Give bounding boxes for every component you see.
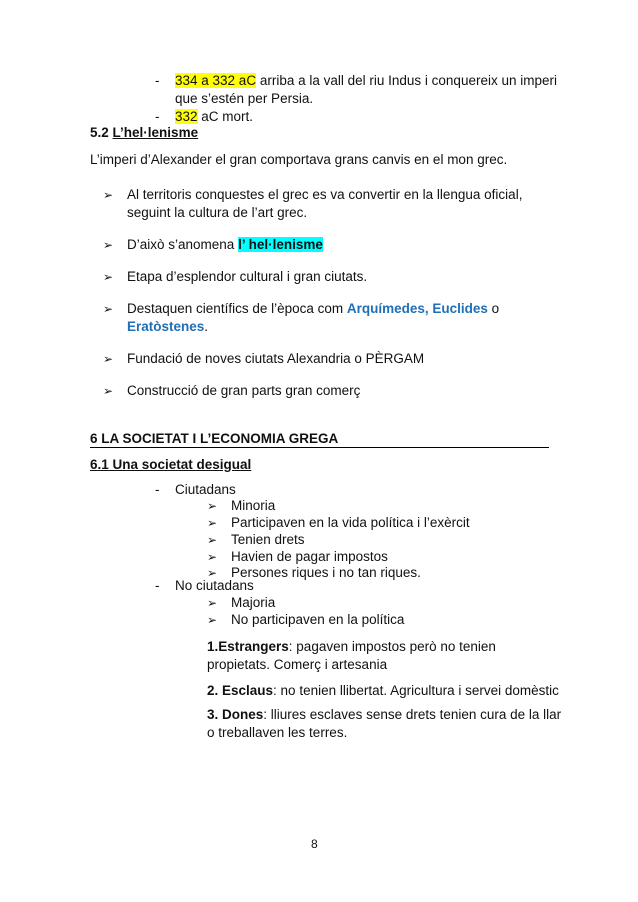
list-item — [207, 611, 404, 629]
highlighted-date: 334 a 332 aC — [175, 73, 257, 88]
section-heading — [90, 124, 198, 142]
arrow-bullet-icon: ➢ — [207, 596, 218, 610]
list-text: Destaquen científics de l’època com — [127, 301, 347, 316]
list-text: D’això s’anomena — [127, 237, 239, 252]
arrow-bullet-icon: ➢ — [103, 270, 114, 284]
list-item-continuation: seguint la cultura de l’art grec. — [127, 205, 308, 220]
list-text: Majoria — [231, 595, 276, 610]
list-item — [155, 72, 557, 90]
dash-bullet: - — [155, 578, 160, 593]
list-text: o — [487, 301, 500, 316]
group-text: : no tenien llibertat. Agricultura i servei domèstic — [273, 683, 559, 698]
heading-rule — [90, 447, 549, 448]
list-text: Minoria — [231, 498, 276, 513]
list-text: arriba a la vall del riu Indus i conquereix un imperi — [256, 73, 557, 88]
arrow-bullet-icon: ➢ — [103, 384, 114, 398]
list-text: . — [204, 319, 209, 334]
group-text: : pagaven impostos però no tenien — [288, 639, 496, 654]
list-text: Al territoris conquestes el grec es va convertir en la llengua oficial, — [127, 187, 523, 202]
arrow-bullet-icon: ➢ — [207, 499, 218, 513]
arrow-bullet-icon: ➢ — [103, 188, 114, 202]
list-text: Fundació de noves ciutats Alexandria o PÈRGAM — [127, 351, 425, 366]
list-item-continuation — [127, 318, 208, 336]
group-entry — [207, 682, 559, 700]
list-item — [207, 514, 470, 532]
list-item — [155, 577, 254, 595]
highlighted-term: l’ hel·lenisme — [238, 237, 323, 252]
list-item — [103, 236, 323, 254]
group-label: No ciutadans — [175, 578, 254, 593]
arrow-bullet-icon: ➢ — [207, 566, 218, 580]
list-text: aC mort. — [197, 109, 254, 124]
section-number: 5.2 — [90, 125, 109, 140]
arrow-bullet-icon: ➢ — [207, 516, 218, 530]
list-item — [103, 350, 424, 368]
group-label: Ciutadans — [175, 482, 236, 497]
subsection-heading: 6.1 Una societat desigual — [90, 457, 252, 472]
arrow-bullet-icon: ➢ — [207, 613, 218, 627]
arrow-bullet-icon: ➢ — [103, 302, 114, 316]
list-text: Havien de pagar impostos — [231, 549, 388, 564]
intro-paragraph: L’imperi d’Alexander el gran comportava grans canvis en el mon grec. — [90, 152, 508, 167]
list-text: Tenien drets — [231, 532, 305, 547]
list-text: Participaven en la vida política i l’exèrcit — [231, 515, 470, 530]
list-item — [103, 186, 522, 204]
arrow-bullet-icon: ➢ — [103, 352, 114, 366]
scientist-names: Arquímedes, Euclides — [346, 301, 488, 316]
section-title: L’hel·lenisme — [112, 125, 199, 140]
group-name: 3. Dones — [207, 707, 264, 722]
group-entry-continuation: o treballaven les terres. — [207, 725, 348, 740]
list-text: Persones riques i no tan riques. — [231, 565, 421, 580]
list-item-continuation: que s’estén per Persia. — [175, 91, 314, 106]
list-text: No participaven en la política — [231, 612, 405, 627]
dash-bullet: - — [155, 109, 160, 124]
list-item — [207, 497, 275, 515]
dash-bullet: - — [155, 73, 160, 88]
group-name: 2. Esclaus — [207, 683, 274, 698]
list-item — [207, 531, 305, 549]
arrow-bullet-icon: ➢ — [207, 533, 218, 547]
group-text: : lliures esclaves sense drets tenien cura de la llar — [263, 707, 562, 722]
list-text: Etapa d’esplendor cultural i gran ciutats. — [127, 269, 368, 284]
group-entry — [207, 706, 561, 724]
list-item — [207, 594, 275, 612]
highlighted-date: 332 — [175, 109, 198, 124]
list-text: Construcció de gran parts gran comerç — [127, 383, 361, 398]
chapter-heading: 6 LA SOCIETAT I L’ECONOMIA GREGA — [90, 431, 339, 446]
arrow-bullet-icon: ➢ — [207, 550, 218, 564]
page-number: 8 — [311, 837, 318, 851]
group-name: 1.Estrangers — [207, 639, 289, 654]
list-item — [103, 268, 367, 286]
scientist-name: Eratòstenes — [127, 319, 205, 334]
dash-bullet: - — [155, 482, 160, 497]
list-item — [103, 382, 360, 400]
group-entry — [207, 638, 496, 656]
arrow-bullet-icon: ➢ — [103, 238, 114, 252]
group-entry-continuation: propietats. Comerç i artesania — [207, 657, 388, 672]
list-item — [103, 300, 499, 318]
